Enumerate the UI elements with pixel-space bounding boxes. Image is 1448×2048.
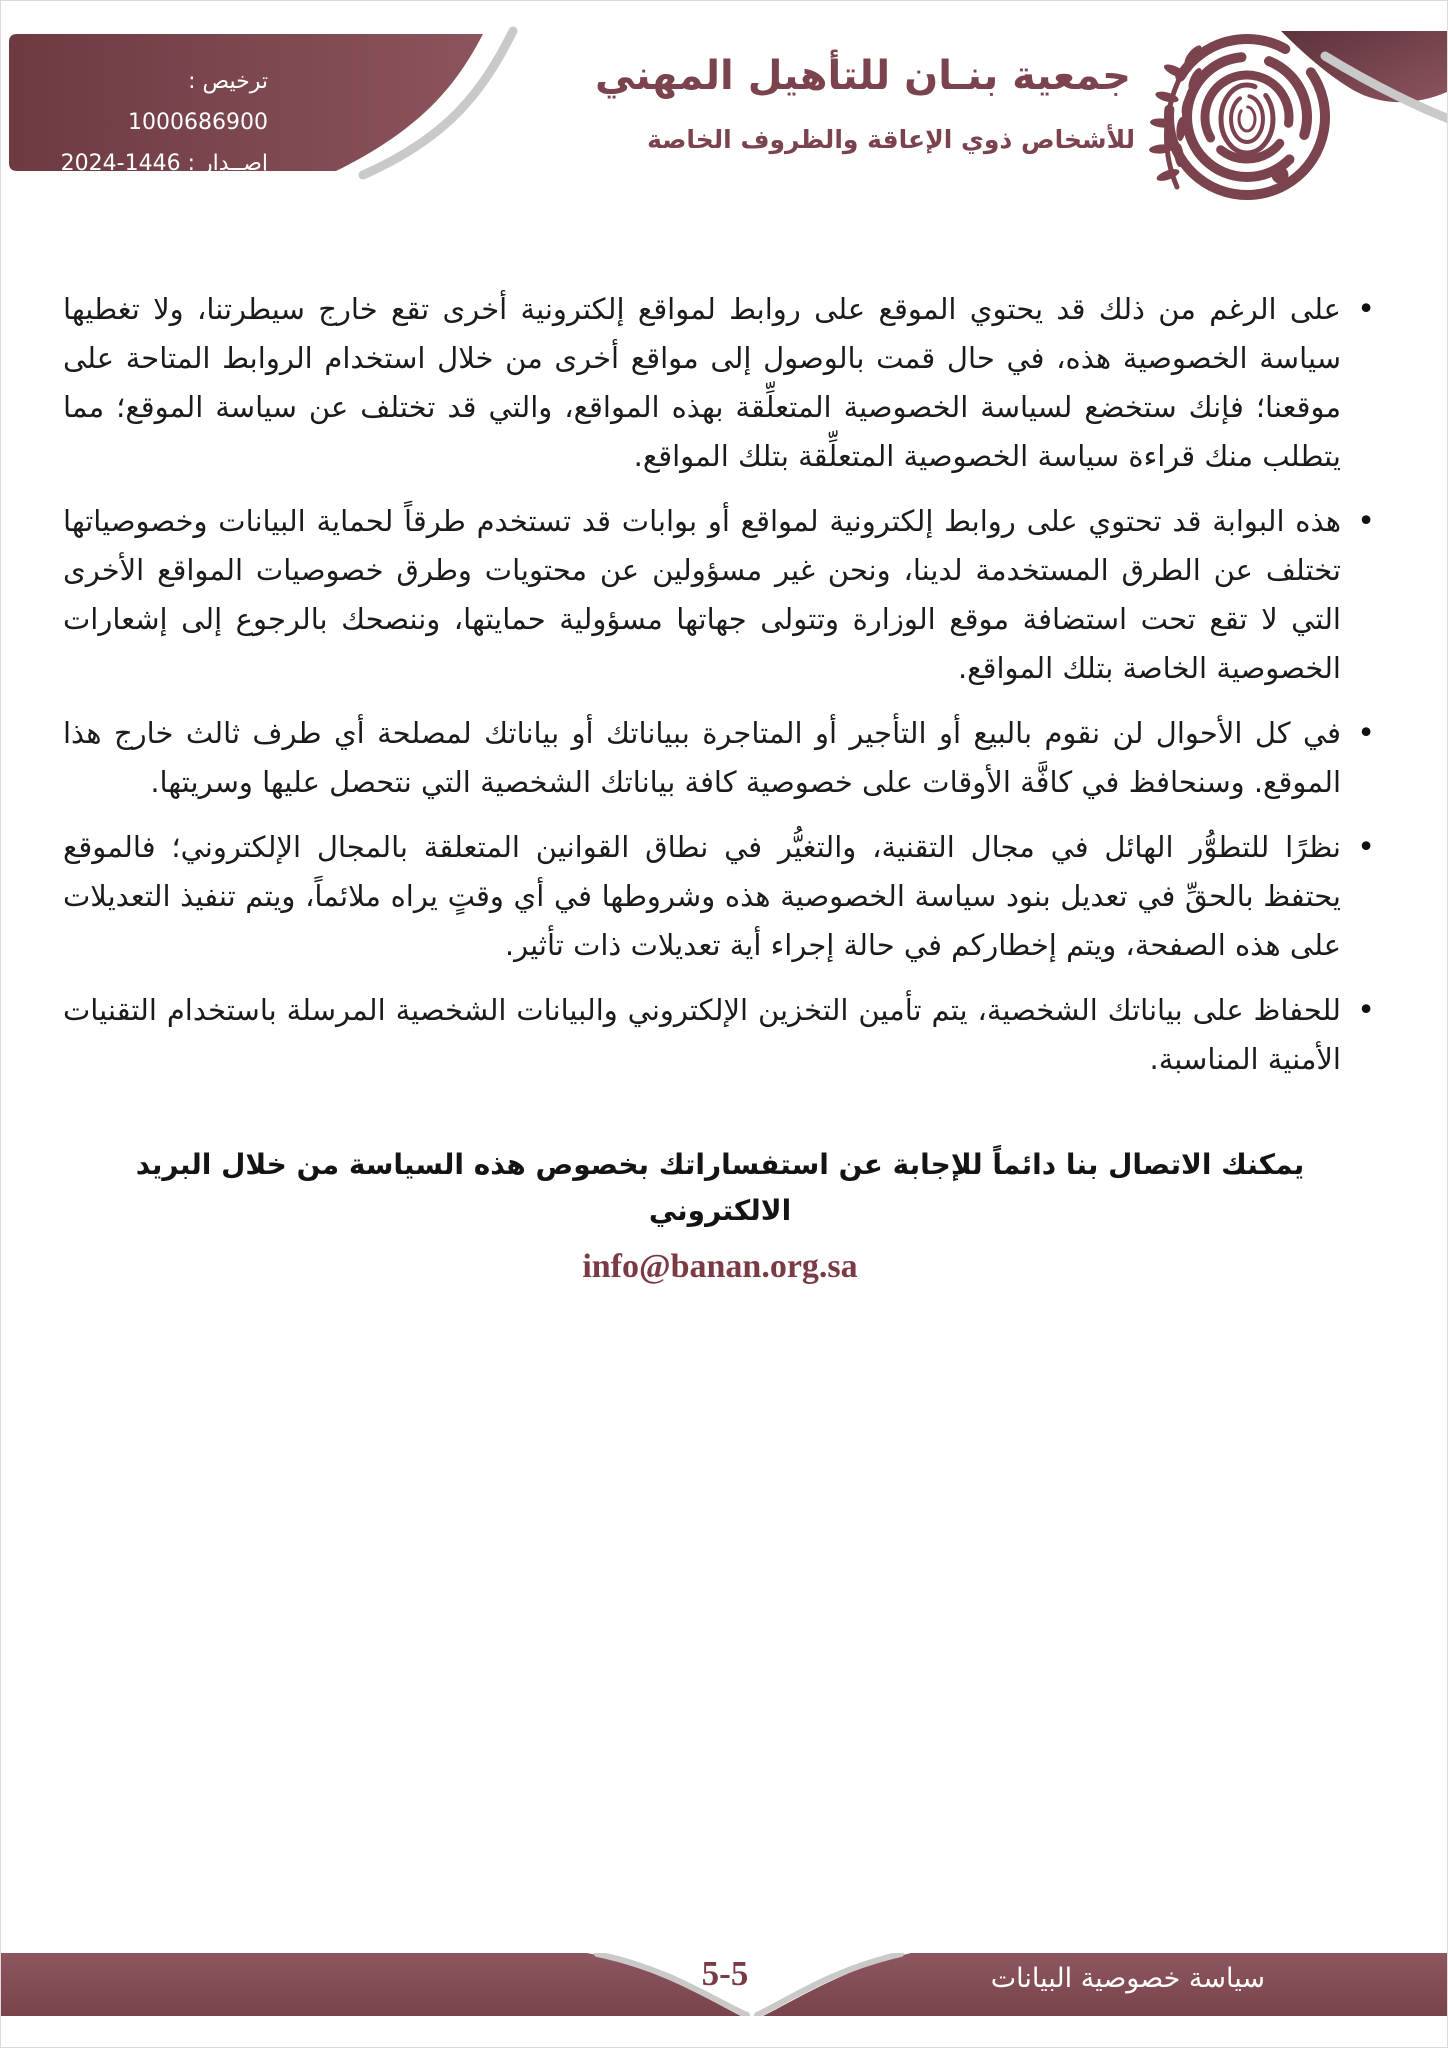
org-title: جمعية بنـان للتأهيل المهني xyxy=(595,53,1131,99)
footer-doc-title: سياسة خصوصية البيانات xyxy=(990,1963,1265,1994)
contact-line: يمكنك الاتصال بنا دائماً للإجابة عن استفساراتك بخصوص هذه السياسة من خلال البريد الالكتروني xyxy=(135,1148,1305,1227)
page-number: 5-5 xyxy=(701,1954,749,1993)
bullet-item: • في كل الأحوال لن نقوم بالبيع أو التأجير أو المتاجرة ببياناتك أو بياناتك لمصلحة أي طرف ثالث خارج هذا الموقع. وسنحافظ في كافَّة الأوقات على خصوصية كافة بياناتك الشخصية التي نتحصل عليها وسريتها. xyxy=(63,709,1377,807)
bullet-item: • هذه البوابة قد تحتوي على روابط إلكترونية لمواقع أو بوابات قد تستخدم طرقاً لحماية البيانات وخصوصياتها تختلف عن الطرق المستخدمة لدينا، ونحن غير مسؤولين عن محتويات وطرق خصوصيات المواقع الأخرى التي لا تقع تحت استضافة موقع الوزارة وتتولى جهاتها مسؤولية حمايتها، وننصحك بالرجوع إلى إشعارات الخصوصية الخاصة بتلك المواقع. xyxy=(63,497,1377,693)
bullet-item: • على الرغم من ذلك قد يحتوي الموقع على روابط لمواقع إلكترونية أخرى تقع خارج سيطرتنا، ولا تغطيها سياسة الخصوصية هذه، في حال قمت بالوصول إلى مواقع أخرى من خلال استخدام الروابط المتاحة على موقعنا؛ فإنك ستخضع لسياسة الخصوصية المتعلِّقة بهذه المواقع، والتي قد تختلف عن سياسة الموقع؛ مما يتطلب منك قراءة سياسة الخصوصية المتعلِّقة بتلك المواقع. xyxy=(63,285,1377,481)
policy-content xyxy=(63,285,1377,1291)
banan-fingerprint-logo-icon xyxy=(1147,27,1347,202)
letter-dot xyxy=(1272,167,1289,184)
bullet-item: • للحفاظ على بياناتك الشخصية، يتم تأمين التخزين الإلكتروني والبيانات الشخصية المرسلة باستخدام التقنيات الأمنية المناسبة. xyxy=(63,986,1377,1084)
contact-email-link[interactable]: info@banan.org.sa xyxy=(582,1248,858,1285)
policy-bullet-list xyxy=(63,285,1377,1084)
issue-year: إصــدار : 1446-2024 xyxy=(60,151,268,176)
license-number: ترخيص : 1000686900 xyxy=(128,69,268,135)
bullet-item: • نظرًا للتطوُّر الهائل في مجال التقنية، والتغيُّر في نطاق القوانين المتعلقة بالمجال الإلكتروني؛ فالموقع يحتفظ بالحقِّ في تعديل بنود سياسة الخصوصية هذه وشروطها في أي وقتٍ يراه ملائماً، ويتم تنفيذ التعديلات على هذه الصفحة، ويتم إخطاركم في حالة إجراء أية تعديلات ذات تأثير. xyxy=(63,823,1377,970)
license-block xyxy=(53,61,268,184)
org-subtitle: للأشخاص ذوي الإعاقة والظروف الخاصة xyxy=(647,125,1135,154)
